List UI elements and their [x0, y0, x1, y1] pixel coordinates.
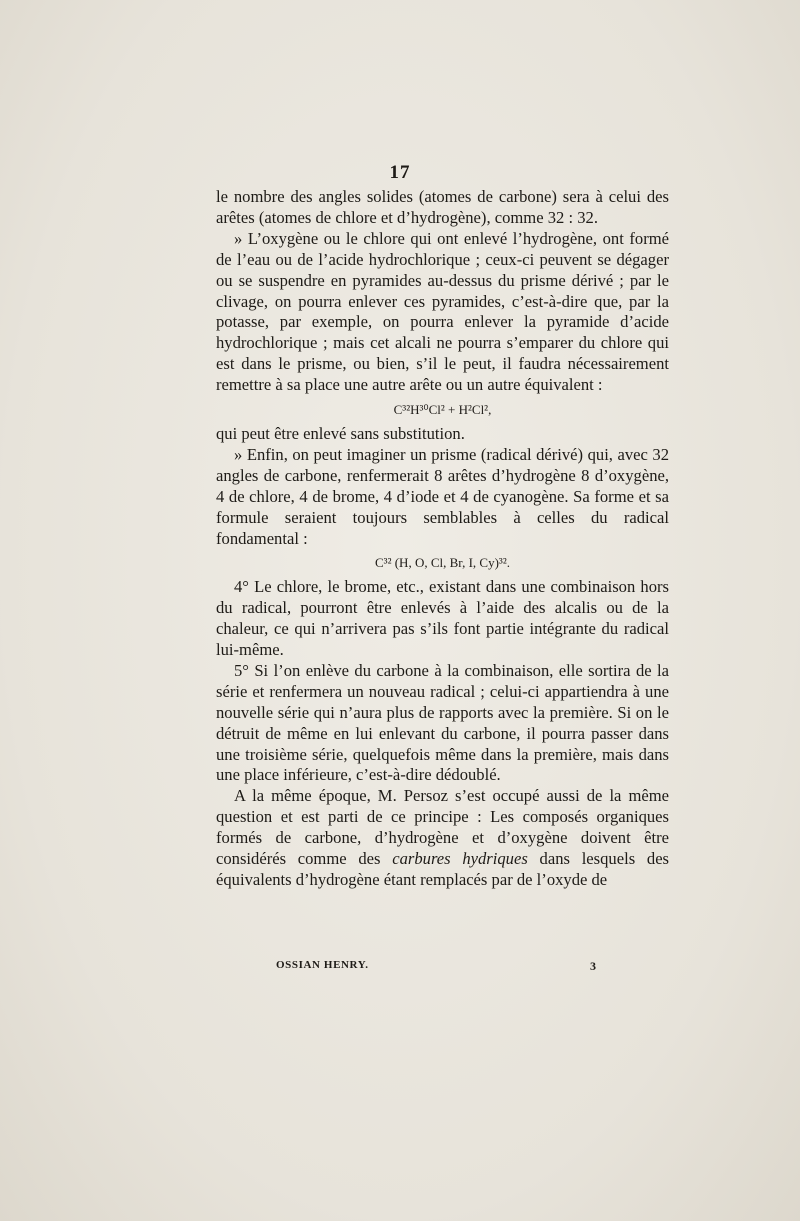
- italic-term: carbures hydriques: [392, 849, 528, 869]
- paragraph-3: qui peut être enlevé sans substitution.: [216, 423, 465, 443]
- signature-mark: OSSIAN HENRY.: [276, 959, 369, 971]
- paragraph-2: » L’oxygène ou le chlore qui ont enlevé l’hydrogène, ont formé de l’eau ou de l’acide hydrochlorique ; ceux-ci peuvent se dégager ou se suspendre en pyramides au-dessus du prisme dérivé ; par le clivage, on pourra enlever ces pyramides, c’est-à-dire que, par la potasse, par exemple, on pourra enlever la pyramide d’acide hydrochlorique ; mais cet alcali ne pourra s’emparer du chlore qui est dans le prisme, ou bien, s’il le peut, il faudra nécessairement remettre à sa place une autre arête ou un autre équivalent :: [216, 228, 669, 395]
- formula-2: C³² (H, O, Cl, Br, I, Cy)³².: [375, 555, 510, 571]
- page-number: 17: [389, 162, 411, 183]
- paragraph-1: le nombre des angles solides (atomes de carbone) sera à celui des arêtes (atomes de chlore et d’hydrogène), comme 32 : 32.: [216, 187, 669, 227]
- paragraph-6: 5° Si l’on enlève du carbone à la combinaison, elle sortira de la série et renfermera un nouveau radical ; celui-ci appartiendra à une nouvelle série qui n’aura plus de rapports avec la première. Si on le détruit de même en lui enlevant du carbone, il pourra passer dans une troisième série, quelquefois même dans la première, mais dans une place inférieure, c’est-à-dire dédoublé.: [216, 660, 669, 785]
- page-body: [216, 187, 669, 891]
- formula-1: C³²H³⁰Cl² + H²Cl²,: [393, 402, 492, 418]
- paragraph-5: 4° Le chlore, le brome, etc., existant dans une combinaison hors du radical, pourront être enlevés à l’aide des alcalis ou de la chaleur, ce qui n’arrivera pas s’ils font partie intégrante du radical lui-même.: [216, 577, 669, 660]
- paragraph-7: [216, 786, 669, 891]
- paragraph-7-end: dans lesquels des équivalents d’hydrogène étant remplacés par de l’oxyde de: [216, 849, 670, 889]
- sheet-number: 3: [590, 959, 597, 973]
- paragraph-7-start: A la même époque, M. Persoz s’est occupé aussi de la même question et est parti de ce principe : Les composés organiques formés de carbone, d’hydrogène et d’oxygène doivent être considérés comme des: [216, 786, 669, 869]
- paragraph-4: » Enfin, on peut imaginer un prisme (radical dérivé) qui, avec 32 angles de carbone, renfermerait 8 arêtes d’hydrogène 8 d’oxygène, 4 de chlore, 4 de brome, 4 d’iode et 4 de cyanogène. Sa forme et sa formule seraient toujours semblables à celles du radical fondamental :: [216, 444, 669, 548]
